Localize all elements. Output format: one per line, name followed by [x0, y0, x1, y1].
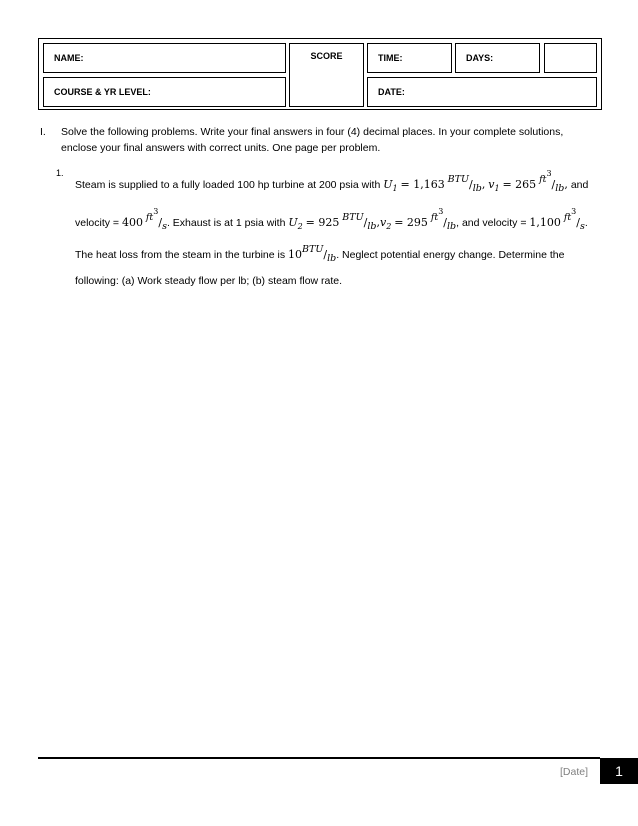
time-label: TIME:: [378, 53, 403, 63]
ft3-per-lb-unit: $ft^3/lb$: [430, 207, 457, 232]
ft3-per-s-unit: $ft^3/s$: [145, 207, 167, 232]
problem-text: Steam is supplied to a fully loaded 100 hp turbine at 200 psia with: [75, 179, 381, 191]
btu-per-lb-unit: BTU/lb: [342, 212, 377, 232]
problem-text: , and velocity =: [456, 217, 527, 229]
problem-number: 1.: [56, 168, 64, 178]
score-label: SCORE: [310, 51, 343, 61]
section-instructions: Solve the following problems. Write your final answers in four (4) decimal places. In your complete solutions, enclose your final answers with correct units. One page per problem.: [61, 126, 564, 154]
v1-symbol: $v_1$: [488, 178, 500, 193]
days-value-field[interactable]: [544, 43, 597, 73]
u2-symbol: $U_2$: [288, 216, 303, 231]
u1-symbol: $U_1$: [383, 178, 398, 193]
date-label: DATE:: [378, 87, 405, 97]
v2-symbol: $v_2$: [379, 216, 392, 231]
u2-value: = 925: [305, 216, 340, 229]
velocity-1: 400: [121, 216, 143, 229]
course-field[interactable]: [43, 77, 286, 107]
footer-rule: [38, 757, 600, 759]
heat-loss-value: 10: [288, 248, 303, 261]
ft3-per-s-unit: $ft^3/s$: [563, 207, 585, 232]
section-numeral: I.: [40, 126, 46, 138]
problem-1: 1. Steam is supplied to a fully loaded 100 hp turbine at 200 psia with $U_1 = 1,163$ BTU/lb, $v_1 = 265$ $ft^3/lb$, and velocity = 400 $ft^3/s$. Exhaust is at 1 psia with $U_2 = 925$ BTU/$lb,v_2 = 295$ $ft^3/lb$, and velocity = 1,100 $ft^3/s$. The heat loss from the steam in the turbine is 10BTU/lb. Neglect potential energy change. Determine the following: (a) Work steady flow per lb; (b) steam flow rate.: [75, 162, 596, 293]
u1-value: = 1,163: [400, 178, 445, 191]
problem-text: . Exhaust is at 1 psia with: [166, 217, 286, 229]
days-label: DAYS:: [466, 53, 494, 63]
page-number: 1: [600, 758, 638, 784]
btu-per-lb-unit: BTU/lb: [447, 174, 482, 194]
v1-value: = 265: [502, 178, 537, 191]
btu-per-lb-unit: BTU/lb: [302, 244, 337, 264]
name-field[interactable]: [43, 43, 286, 73]
course-label: COURSE & YR LEVEL:: [54, 87, 151, 97]
problem-text: and velocity =: [75, 179, 589, 229]
problem-text: . The heat loss from the steam in the turbine is: [75, 217, 588, 261]
footer-date: [Date]: [560, 766, 589, 778]
score-field[interactable]: [289, 43, 364, 107]
date-field[interactable]: [367, 77, 597, 107]
days-field[interactable]: [455, 43, 540, 73]
time-field[interactable]: [367, 43, 452, 73]
name-label: NAME:: [54, 53, 84, 63]
ft3-per-lb-unit: $ft^3/lb$: [539, 169, 565, 194]
velocity-2: 1,100: [529, 216, 561, 229]
v2-value: = 295: [394, 216, 428, 229]
problem-section: [40, 124, 596, 293]
problem-text: . Neglect potential energy change. Determine the following: (a) Work steady flow per lb; (b) steam flow rate.: [75, 249, 565, 287]
